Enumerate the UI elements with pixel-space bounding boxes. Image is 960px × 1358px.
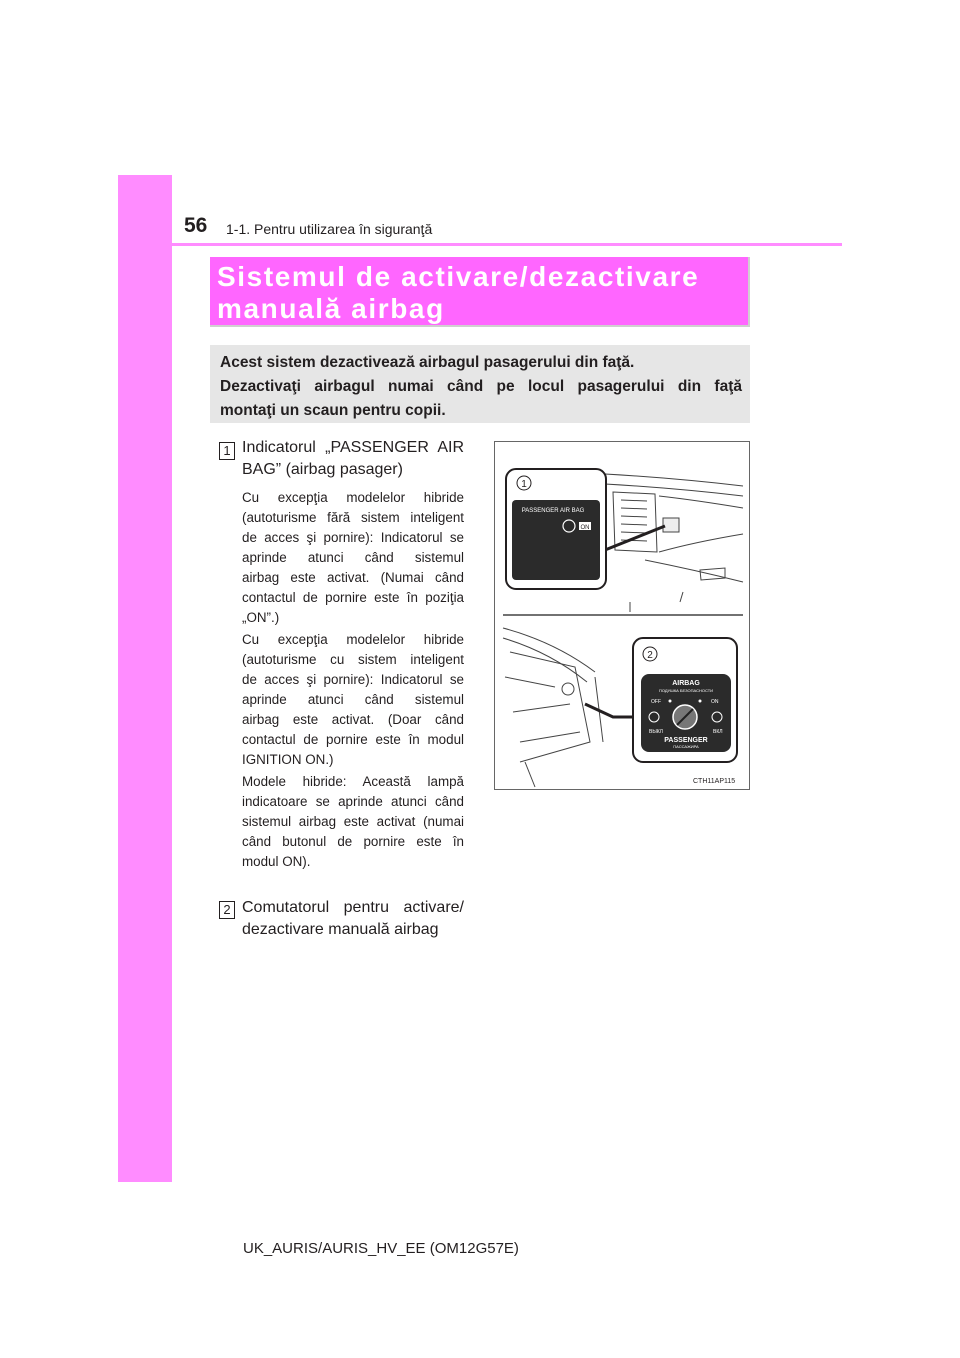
paragraph-2 [242, 630, 464, 770]
switch-bottom-label: PASSENGER [664, 737, 708, 744]
switch-top-label-ru: ПОДУШКА БЕЗОПАСНОСТИ [658, 688, 714, 693]
paragraph-line: Cu excepţia modelelor hibride [242, 632, 464, 647]
paragraph-line: când butonul de pornire este în [242, 834, 464, 849]
switch-callout [633, 638, 737, 762]
intro-box [210, 345, 750, 423]
paragraph-line: airbag este activat. (Doar când [242, 712, 464, 727]
item-title-1-line-2: BAG” (airbag pasager) [242, 461, 403, 478]
paragraph-3 [242, 772, 464, 872]
item-title-2-line-1: Comutatorul pentru activare/ [242, 899, 464, 916]
indicator-callout [506, 469, 606, 589]
switch-on-label: ON [711, 699, 719, 705]
indicator-on-label: ON [580, 525, 590, 531]
intro-line-1: Acest sistem dezactivează airbagul pasagerului din faţă. [220, 354, 635, 371]
switch-bottom-label-ru: ПАССАЖИРА [673, 744, 699, 749]
switch-on-label-ru: ВКЛ [713, 729, 723, 735]
paragraph-line: Modele hibride: Această lampă [242, 774, 464, 789]
paragraph-line: indicatoare se aprinde atunci când [242, 794, 464, 809]
footer-model-code: UK_AURIS/AURIS_HV_EE (OM12G57E) [243, 1240, 519, 1257]
paragraph-line: de acces şi pornire): Indicatorul se [242, 672, 464, 687]
item-title-2 [242, 897, 464, 941]
intro-line-2: Dezactivaţi airbagul numai când pe locul pasagerului din faţă [220, 378, 742, 395]
paragraph-line: contactul de pornire este în poziţia [242, 590, 464, 605]
section-title-box [210, 257, 750, 327]
paragraph-line: Cu excepţia modelelor hibride [242, 490, 464, 505]
switch-off-label-ru: ВЫКЛ [649, 729, 663, 735]
paragraph-line: contactul de pornire este în modul [242, 732, 464, 747]
section-header: 1-1. Pentru utilizarea în siguranţă [226, 221, 433, 237]
paragraph-line: „ON”.) [242, 610, 280, 625]
paragraph-line: modul ON). [242, 854, 311, 869]
indicator-label: PASSENGER AIR BAG [521, 508, 585, 514]
dashboard-lower-drawing [503, 628, 603, 787]
intro-line-3: montaţi un scaun pentru copii. [220, 402, 446, 419]
item-title-1 [242, 437, 464, 481]
callout-2-label: 2 [647, 650, 653, 661]
switch-off-label: OFF [651, 699, 661, 705]
page-number: 56 [184, 214, 208, 237]
paragraph-line: (autoturisme fără sistem inteligent [242, 510, 464, 525]
paragraph-line: (autoturisme cu sistem inteligent [242, 652, 464, 667]
header-rule [172, 243, 842, 246]
paragraph-line: aprinde atunci când sistemul [242, 692, 464, 707]
title-line-1: Sistemul de activare/dezactivare [217, 261, 700, 292]
item-title-1-line-1: Indicatorul „PASSENGER AIR [242, 439, 464, 456]
item-number-2: 2 [219, 901, 235, 919]
title-line-2: manuală airbag [217, 293, 445, 324]
callout-1-label: 1 [521, 479, 527, 490]
illustration-code: CTH11AP115 [693, 778, 736, 785]
airbag-illustration [494, 441, 750, 790]
side-band [118, 175, 172, 1182]
paragraph-line: IGNITION ON.) [242, 752, 334, 767]
paragraph-line: de acces şi pornire): Indicatorul se [242, 530, 464, 545]
switch-top-label: AIRBAG [672, 680, 700, 687]
paragraph-line: aprinde atunci când sistemul [242, 550, 464, 565]
item-title-2-line-2: dezactivare manuală airbag [242, 921, 439, 938]
paragraph-line: sistemul airbag este activat (numai [242, 814, 464, 829]
paragraph-line: airbag este activat. (Numai când [242, 570, 464, 585]
item-number-1: 1 [219, 442, 235, 460]
paragraph-1 [242, 488, 464, 628]
